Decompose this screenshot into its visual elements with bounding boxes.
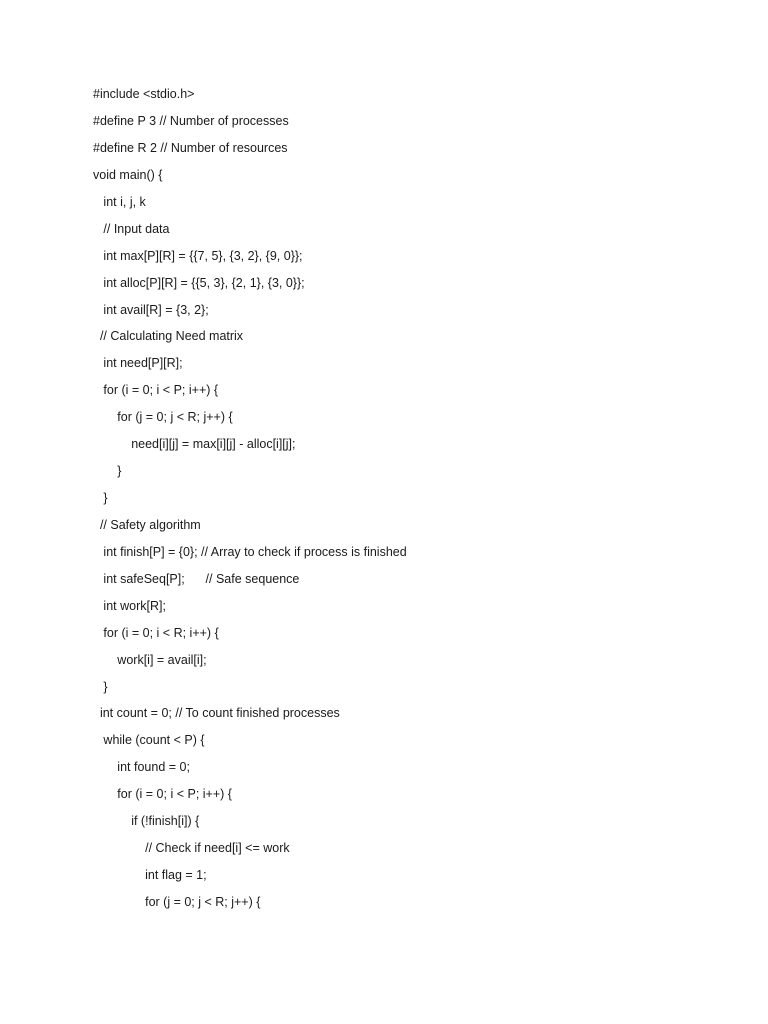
code-line-2: #define P 3 // Number of processes — [93, 114, 289, 128]
code-line-23: } — [93, 680, 108, 694]
code-line-10: // Calculating Need matrix — [93, 329, 244, 343]
code-line-8: int alloc[P][R] = {{5, 3}, {2, 1}, {3, 0}}; — [93, 276, 305, 290]
code-line-21: for (i = 0; i < R; i++) { — [93, 626, 219, 640]
code-line-25: while (count < P) { — [93, 733, 205, 747]
code-line-9: int avail[R] = {3, 2}; — [93, 303, 209, 317]
code-line-22: work[i] = avail[i]; — [93, 653, 207, 667]
code-line-24: int count = 0; // To count finished processes — [93, 706, 340, 720]
code-line-11: int need[P][R]; — [93, 356, 183, 370]
code-line-3: #define R 2 // Number of resources — [93, 141, 288, 155]
code-line-31: for (j = 0; j < R; j++) { — [93, 895, 261, 909]
code-line-6: // Input data — [93, 222, 170, 236]
code-line-13: for (j = 0; j < R; j++) { — [93, 410, 233, 424]
code-line-14: need[i][j] = max[i][j] - alloc[i][j]; — [93, 437, 296, 451]
code-line-26: int found = 0; — [93, 760, 190, 774]
code-line-7: int max[P][R] = {{7, 5}, {3, 2}, {9, 0}}; — [93, 249, 303, 263]
code-line-15: } — [93, 464, 122, 478]
code-line-30: int flag = 1; — [93, 868, 207, 882]
code-line-1: #include <stdio.h> — [93, 87, 195, 101]
code-line-29: // Check if need[i] <= work — [93, 841, 290, 855]
code-line-28: if (!finish[i]) { — [93, 814, 200, 828]
code-line-4: void main() { — [93, 168, 163, 182]
code-line-27: for (i = 0; i < P; i++) { — [93, 787, 232, 801]
code-line-17: // Safety algorithm — [93, 518, 201, 532]
code-line-18: int finish[P] = {0}; // Array to check if process is finished — [93, 545, 407, 559]
code-line-16: } — [93, 491, 108, 505]
code-line-12: for (i = 0; i < P; i++) { — [93, 383, 219, 397]
code-line-20: int work[R]; — [93, 599, 166, 613]
code-line-5: int i, j, k — [93, 195, 146, 209]
code-line-19: int safeSeq[P]; // Safe sequence — [93, 572, 300, 586]
